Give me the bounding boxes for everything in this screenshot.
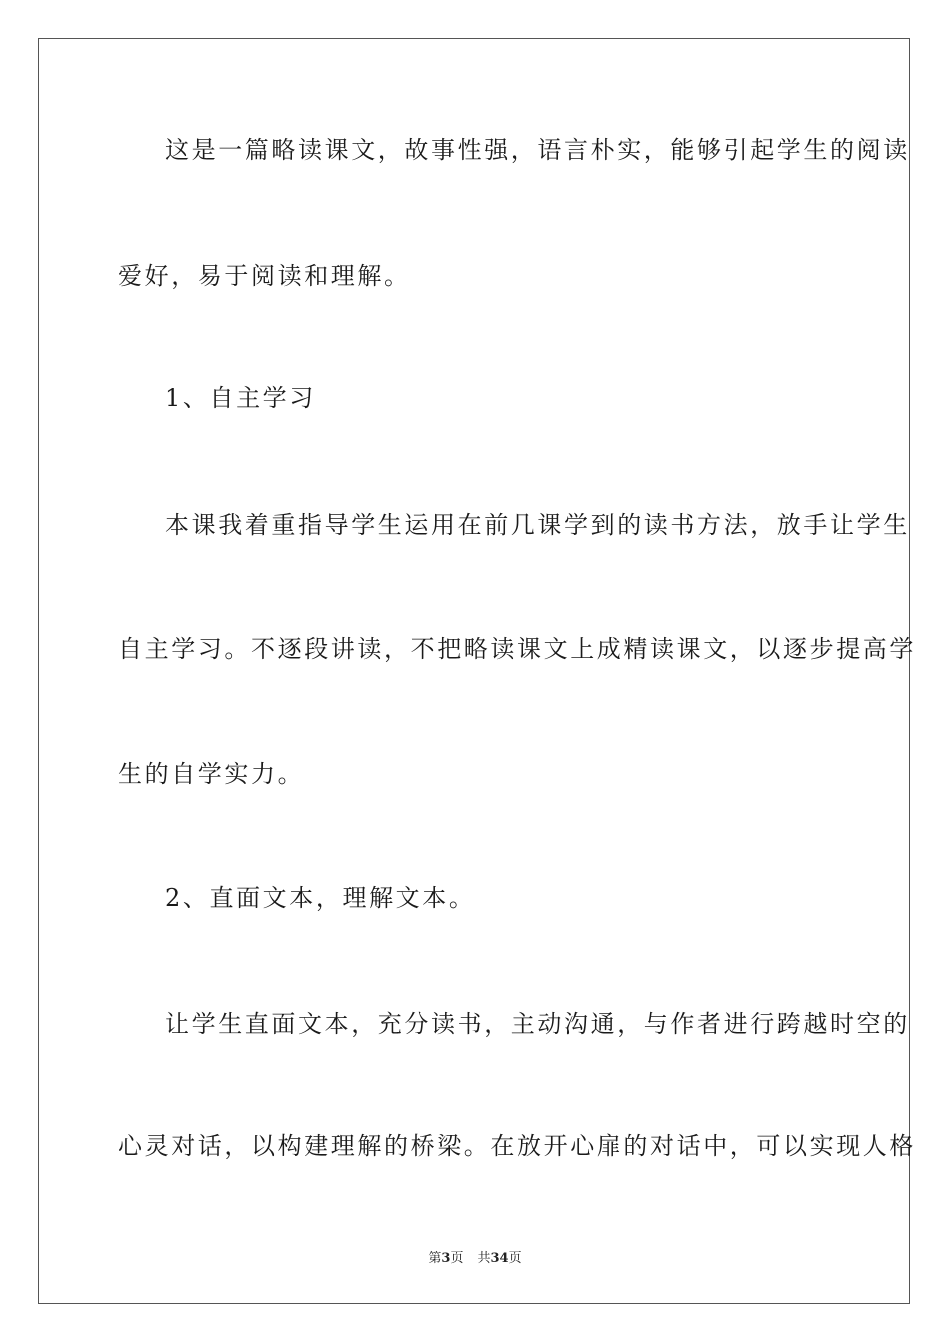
total-suffix: 页 bbox=[508, 1251, 522, 1266]
paragraph-1-line-2: 爱好，易于阅读和理解。 bbox=[118, 262, 411, 290]
total-pages: 34 bbox=[490, 1251, 509, 1266]
page-footer bbox=[0, 1247, 950, 1266]
page-number: 3 bbox=[441, 1251, 451, 1266]
page-prefix: 第 bbox=[428, 1251, 442, 1266]
page-suffix: 页 bbox=[450, 1251, 464, 1266]
paragraph-3-line-2: 心灵对话，以构建理解的桥梁。在放开心扉的对话中，可以实现人格 bbox=[118, 1132, 916, 1160]
total-prefix: 共 bbox=[477, 1251, 491, 1266]
paragraph-2-line-1: 本课我着重指导学生运用在前几课学到的读书方法，放手让学生 bbox=[165, 511, 910, 539]
paragraph-2-line-2: 自主学习。不逐段讲读，不把略读课文上成精读课文，以逐步提高学 bbox=[118, 635, 916, 663]
section-heading-1: 1、自主学习 bbox=[165, 384, 316, 412]
paragraph-1-line-1: 这是一篇略读课文，故事性强，语言朴实，能够引起学生的阅读 bbox=[165, 136, 910, 164]
page-border bbox=[38, 38, 916, 1304]
paragraph-3-line-1: 让学生直面文本，充分读书，主动沟通，与作者进行跨越时空的 bbox=[165, 1010, 910, 1038]
paragraph-2-line-3: 生的自学实力。 bbox=[118, 760, 305, 788]
section-heading-2: 2、直面文本，理解文本。 bbox=[165, 884, 476, 912]
